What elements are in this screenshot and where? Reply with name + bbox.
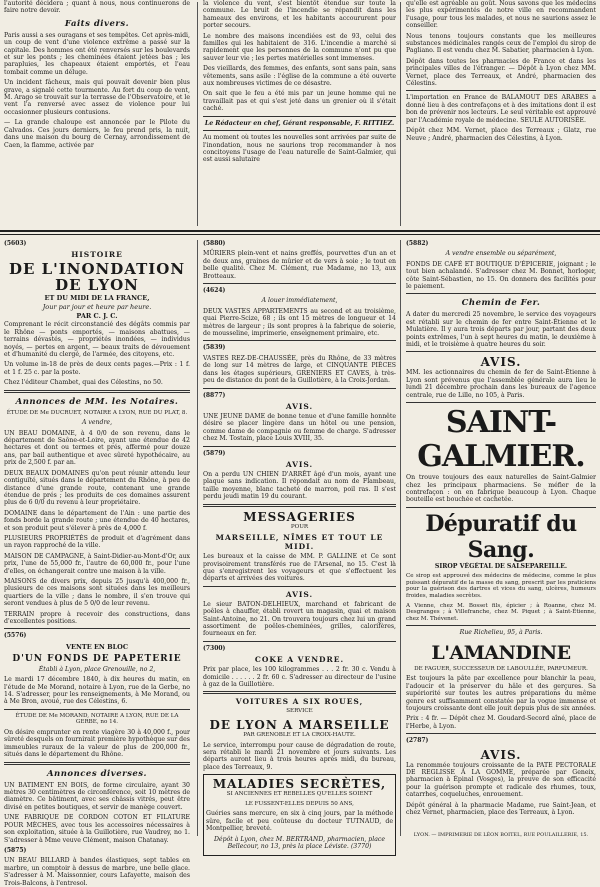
voitures-heading: VOITURES A SIX ROUES, [235, 697, 364, 707]
diverses-title: Annonces diverses. [46, 768, 148, 779]
ad-number: (7300) [203, 644, 226, 652]
article-paragraph: Des vieillards, des femmes, des enfants, sont sans pain, sans vêtements, sans asile : l'église de la commune a été ouverte aux nombreuses victimes de ce désastre. [203, 65, 396, 88]
top-column-1 [4, 0, 190, 227]
ad-text: A dater du mercredi 25 novembre, le service des voyageurs est rétabli sur le chemin de fer entre Saint-Étienne et le Mulatière. Il y aura trois départs par jour, partant des deux points extrêmes, l'un à sept heures du matin, le deuxième à midi, et le troisième à quatre heures du soir. [406, 311, 596, 349]
messageries-heading: MARSEILLE, NÎMES ET TOUT LE MIDI. [215, 533, 384, 552]
article-paragraph: L'importation en France de BALAMOUT DES ARABES a donné lieu à des contrefaçons et à des imitations dont il est bon de prévenir nos lecteurs. Le seul véritable est approuvé par l'Académie royale de médecine. SEULE AUTORISÉE. [406, 94, 596, 124]
divider [203, 504, 396, 507]
section-rule [0, 230, 600, 232]
voitures-title: DE LYON A MARSEILLE [209, 718, 390, 733]
depuratif-sub: SIROP VÉGÉTAL DE SALSEPAREILLE. [434, 562, 568, 570]
ad-heading: AVIS. [285, 459, 314, 469]
ad-heading: A louer immédiatement, [261, 297, 338, 305]
ads-column-2 [203, 240, 396, 851]
ad-author: PAR C. J. C. [76, 312, 118, 321]
a-vendre-label: A vendre, [81, 419, 113, 427]
ad-text: Dépôt général à la pharmacie Madame, rue Saint-Jean, et chez Vernet, pharmacien, place des Terreaux, à Lyon. [406, 801, 596, 816]
ad-subtitle: ET DU MIDI DE LA FRANCE, [44, 294, 150, 303]
divider [4, 709, 190, 710]
ad-heading: VENTE EN BLOC [65, 642, 129, 651]
ad-text: DOMAINE dans le département de l'Ain : une partie des fonds borde la grande route ; une étendue de 40 hectares, et son produit peut s'élever à près de 4,000 f. [4, 509, 190, 532]
divider [406, 90, 596, 91]
ad-text: Ce sirop est approuvé des médecins de médecine, comme le plus puissant dépuratif de la masse du sang, prescrit par les praticiens pour la guérison des dartres et vices du sang, ulcères, humeurs froides, maladies secrètes. [406, 573, 596, 599]
column-divider [197, 240, 198, 836]
ad-text: Est toujours la pâte par excellence pour blanchir la peau, l'adoucir et la préserver du hâle et des gerçures. Sa supériorité sur toutes les autres préparations du même genre est suffisamment constatée par la vogue immense et toujours croissante dont elle jouit depuis plus de six années. [406, 675, 596, 712]
article-paragraph: la violence du vent, s'est bientôt étendue sur toute la commune. Le bruit de l'incendie se répandit dans les hameaux des environs, et les habitants accoururent pour porter secours. [203, 0, 396, 30]
ad-text: On désire emprunter en rente viagère 30 à 40,000 f., pour sûreté desquels on fournirait première hypothèque sur des immeubles ruraux de la valeur de plus de 200,000 fr., situés dans le département du Rhône. [4, 729, 190, 759]
avis-title: AVIS. [480, 355, 522, 370]
ad-text: UN BEAU DOMAINE, à 4 0/0 de son revenu, dans le département de Saône-et-Loire, ayant une étendue de 42 hectares et dont ou termes et prés, affermé pour douze ans, par bail authentique et avec sûreté hypothécaire, au prix de 2,500 f. par an. [4, 429, 190, 467]
faits-divers-title: Faits divers. [64, 18, 130, 29]
divider [203, 116, 396, 117]
ad-text: Dépôt à Lyon, chez M. BERTRAND, pharmacien, place Bellecour, no 13, près la place Léviste. (3770) [213, 835, 386, 851]
top-column-2 [203, 0, 396, 227]
ad-subtitle: Jour par jour et heure par heure. [42, 303, 152, 312]
ad-number: (5879) [203, 449, 226, 457]
divider [406, 402, 596, 403]
divider [203, 130, 396, 131]
article-paragraph: Nous tenons toujours constants que les meilleures substances médicinales rangés ceux de l'emploi du sirop de Pagliano. Il est vendu chez M. Sabatier, pharmacien à Lyon. [406, 32, 596, 55]
divider [203, 340, 396, 341]
divider [406, 293, 596, 294]
amandine-title: L'AMANDINE [431, 641, 571, 664]
ad-subtitle: Établi à Lyon, place Grenouille, no 2, [38, 665, 156, 673]
top-column-3 [406, 0, 596, 227]
ad-number: (5880) [203, 240, 226, 247]
ad-text: DEUX BEAUX DOMAINES qu'on peut réunir attendu leur contiguïté, situés dans le département du Rhône, à peu de distance d'une grande route, contenant une grande étendue de prés ; les produits de ces domaines assurent plus de 6 0/0 du revenu à leur propriétaire. [4, 469, 190, 507]
etude-subtitle: ÉTUDE DE Me MORAND, NOTAIRE A LYON, RUE DE LA GERBE, no 14. [15, 712, 179, 726]
ad-text: A Vienne, chez M. Bosset fils, épicier ; à Roanne, chez M. Desgranges ; à Villefranche, chez M. Piquet ; à Saint-Étienne, chez M. Thévenet. [406, 602, 596, 622]
amandine-address: Rue Richelieu, 95, à Paris. [459, 629, 543, 637]
ad-heading: A vendre ensemble ou séparément, [445, 250, 557, 258]
divider [203, 586, 396, 587]
ad-heading: COKE A VENDRE. [254, 655, 345, 665]
article-paragraph: qu'elle est agréable au goût. Nous savons que les médecins les plus expérimentés de notre ville en recommandent l'usage, pour tous les malades, et nous ne saurions assez le conseiller. [406, 0, 596, 30]
article-paragraph: On sait que le feu a été mis par un jeune homme qui ne travaillait pas et qui s'est jeté dans un grenier où il s'était caché. [203, 90, 396, 113]
ad-text: VASTES REZ-DE-CHAUSSÉE, près du Rhône, de 33 mètres de long sur 14 mètres de large, et CINQUANTE PIÈCES dans les étages supérieurs, GRENIERS ET CAVES, à très-peu de distance du pont de la Guillotière, à la Croix-Jordan. [203, 354, 396, 385]
ad-text: La renommée toujours croissante de la PATE PECTORALE DE REGLISSE A LA GOMME, préparée par Geneix, pharmacien à Épinal (Vosges), la preuve de son efficacité pour la guérison prompte et radicale des rhumes, toux, catarrhes, coqueluches, enrouement. [406, 761, 596, 799]
article-paragraph: Dépôt dans toutes les pharmacies de France et dans les principales villes de l'étranger. — Dépôt à Lyon chez MM. Vernet, place des Terreaux, et André, pharmacien des Célestins. [406, 57, 596, 88]
divider [203, 388, 396, 389]
intro-text: l'autorité décidera ; quant à nous, nous continuerons de faire notre devoir. [4, 0, 190, 15]
ads-column-1 [4, 240, 191, 887]
ad-heading: D'UN FONDS DE PAPETERIE [12, 653, 182, 664]
ad-text: Le mardi 17 décembre 1840, à dix heures du matin, en l'étude de Me Morand, notaire à Lyon, rue de la Gerbe, no 14. S'adresser, pour les renseignements, à Me Morand, ou à Me Bron, avoué, rue des Célestins, 6. [4, 676, 190, 706]
divider [4, 762, 190, 765]
ad-text: UNE JEUNE DAME de bonne tenue et d'une famille honnête désire se placer lingère dans un hôtel ou une pension, comme dame de compagnie ou femme de charge. S'adresser chez M. Tostain, place Louis XVIII, 35. [203, 412, 396, 443]
faits-paragraph: Paris aussi a ses ouragans et ses tempêtes. Cet après-midi, un coup de vent d'une violence extrême a passé sur la capitale. Des hommes ont été renversés sur les boulevards et sur les ponts ; les cheminées étaient jetées bas ; les parapluies, les chapeaux étaient emportés, et l'eau tombait comme un déluge. [4, 31, 190, 76]
ad-number: (5875) [4, 846, 27, 854]
ad-text: DEUX VASTES APPARTEMENTS au second et au troisième, quai Pierre-Scize, 68 ; ils ont 15 mètres de longueur et 14 mètres de largeur ; ils sont propres à la fabrique de soierie, de mousseline, imprimerie, enseignement primaire, etc. [203, 307, 396, 338]
ad-number: (5603) [4, 240, 27, 247]
section-rule [0, 234, 600, 235]
ad-text: MÛRIERS plein-vent et nains greffés, pourvettes d'un an et de deux ans, graines de mûrier et de vers à soie ; le tout en belle qualité. Chez M. Clément, rue Madame, no 13, aux Brotteaux. [203, 250, 396, 280]
messageries-sub: POUR [290, 523, 309, 530]
ad-number: (5882) [406, 240, 429, 247]
ad-text: Guéries sans mercure, en six à cinq jours, par la méthode sûre, facile et peu coûteuse du docteur TUTNAUD, de Montpellier, breveté. [206, 810, 393, 833]
voitures-sub: PAR GRENOBLE ET LA CROIX-HAUTE. [243, 732, 356, 739]
ad-text: Le service, interrompu pour cause de dégradation de route, sera rétabli le mardi 21 novembre et jours suivants. Les départs auront lieu à trois heures après midi, du bureau, place des Terreaux, 9. [203, 741, 396, 771]
article-paragraph: Le nombre des maisons incendiées est de 93, celui des familles qui les habitaient de 316. L'incendie a marché si rapidement que les personnes de la commune n'ont pu que sauver leur vie ; les pertes matérielles sont immenses. [203, 32, 396, 62]
ad-heading: HISTOIRE [71, 250, 123, 260]
ad-text: UNE FABRIQUE DE CORDON COTON ET FILATURE POUR MÈCHES, avec tous les accessoires nécessaires à son exploitation, située à la Guillotière, rue Vaudrey, no 1. S'adresser à Mme veuve Clément, maison Chatanay. [4, 814, 190, 844]
column-divider [400, 240, 401, 836]
divider [203, 641, 396, 642]
voitures-sub: SERVICE [286, 708, 313, 715]
ad-text: Chez l'éditeur Chambet, quai des Célestins, no 50. [4, 379, 163, 387]
ad-text: Prix par place, les 100 kilogrammes . . . 2 fr. 30 c. Vendu à domicile . . . . . . 2 fr. 60 c. S'adresser au directeur de l'usine à gaz de la Guillotière. [203, 666, 396, 689]
messageries-title: MESSAGERIES [243, 509, 356, 524]
maladies-sub: SI ANCIENNES ET REBELLES QU'ELLES SOIENT [226, 791, 373, 798]
ad-heading: AVIS. [285, 401, 314, 411]
faits-paragraph: — La grande chaloupe est annoncée par le Pilote du Calvados. Ces jours derniers, le feu prend pris, la nuit, dans une maison du bourg de Cernay, arrondissement de Caen, la flamme, activée par [4, 119, 190, 149]
ad-text: TERRAIN propre à recevoir des constructions, dans d'excellentes positions. [4, 610, 190, 625]
ads-column-3 [406, 240, 596, 838]
divider [203, 283, 396, 284]
article-paragraph: Au moment où toutes les nouvelles sont arrivées par suite de l'inondation, nous ne saurions trop recommander à nos concitoyens l'usage de l'eau naturelle de Saint-Galmier, qui est aussi salutaire [203, 134, 396, 164]
ad-text: On trouve toujours des eaux naturelles de Saint-Galmier chez les principaux pharmaciens. Se méfier de la contrefaçon : on en fabrique beaucoup à Lyon. Chaque bouteille est bouchée et cachetée. [406, 474, 596, 504]
ad-text: Le sieur BATON-DELHIEUX, marchand et fabricant de poêles à chauffer, établi rovert un magasin, quai et maison Saint-Antoine, no 21. On trouvera toujours chez lui un grand assortiment de poêles-cheminées, grilles, calorifères, fourneaux en fer. [203, 600, 396, 638]
ad-text: Prix : 4 fr. — Dépôt chez M. Goudard-Secord aîné, place de l'Herbe, à Lyon. [406, 715, 596, 730]
maladies-title: MALADIES SECRÈTES, [212, 777, 387, 792]
maladies-sub: LE FUSSENT-ELLES DEPUIS 50 ANS, [245, 800, 354, 807]
depuratif-title: Dépuratif du Sang. [425, 510, 577, 563]
divider [4, 628, 190, 629]
ad-text: UN BEAU BILLARD à bandes élastiques, sept tables en marbre, un comptoir à dessus de marbre, une belle glace. S'adresser à M. Maissonnier, cours Lafayette, maison des Trois-Balcons, à l'entresol. [4, 857, 190, 887]
amandine-sub: DE FAGUER, SUCCESSEUR DE LABOULLÉE, PARFUMEUR. [414, 665, 588, 672]
avis-title: AVIS. [480, 747, 522, 762]
divider [203, 691, 396, 694]
ad-text: On a perdu UN CHIEN D'ARRÊT âgé d'un mois, ayant une plaque sans indication. Il répondait au nom de Flambeau, taille moyenne, blanc tacheté de marron, poil ras. Il s'est perdu jeudi matin 19 du courant. [203, 470, 396, 501]
divider [406, 507, 596, 508]
ad-text: FONDS DE CAFÉ ET BOUTIQUE D'ÉPICERIE, joignant ; le tout bien achalandé. S'adresser chez M. Bonnet, horloger, côte Saint-Sébastien, no 15. On donnera des facilités pour le paiement. [406, 260, 596, 291]
ad-text: Un volume in-18 de près de deux cents pages.—Prix : 1 f. et 1 f. 25 c. par la poste. [4, 361, 190, 376]
ad-text: MAISON DE CAMPAGNE, à Saint-Didier-au-Mont-d'Or, aux prix, l'une de 55,000 fr., l'autre de 60,000 fr., pour l'une d'elles, on échangerait contre une maison à la ville. [4, 552, 191, 575]
ad-heading: AVIS. [285, 589, 314, 599]
ad-text: MAISONS de divers prix, depuis 25 jusqu'à 400,000 fr., plusieurs de ces maisons sont situées dans les meilleurs quartiers de la ville ; dans le nombre, il s'en trouve qui seront vendues à plus de 5 0/0 de leur revenu. [4, 577, 190, 608]
ad-text: UN BATIMENT EN BOIS, de forme circulaire, ayant 30 mètres 30 centimètres de circonférence, soit 10 mètres de diamètre. Ce bâtiment, avec ses châssis vitrés, peut être divisé en petites boutiques, et servir de manège couvert. [4, 781, 190, 811]
ad-number: (5576) [4, 632, 27, 640]
ad-text: Comprenant le récit circonstancié des dégâts commis par le Rhône — ponts emportés, — maisons abattues, — terrains dévastés, — propriétés inondées, — individus noyés, — pertes en argent, — beaux traits de dévouement et d'humanité du clergé, de l'armée, des citoyens, etc. [4, 321, 190, 359]
divider [406, 733, 596, 734]
ad-number: (8877) [203, 391, 226, 399]
ad-number: (4624) [203, 287, 226, 295]
faits-paragraph: Un incident fâcheux, mais qui pouvait devenir bien plus grave, a signalé cette tourmente. Au fort du coup de vent, M. Arago se trouvait sur la terrasse de l'Observatoire, et le vent l'a renversé avec assez de violence pour lui occasionner plusieurs contusions. [4, 79, 190, 116]
maladies-box [203, 774, 396, 856]
ad-number: (2787) [406, 737, 429, 745]
column-divider [400, 2, 401, 226]
ad-text: Les bureaux et la caisse de MM. P. GALLINE et Ce sont provisoirement transférés rue de l'Arsenal, no 15. C'est là que s'enregistrent les voyageurs et que s'effectuent les départs et arrivées des voitures. [203, 553, 396, 583]
divider [406, 351, 596, 352]
printer-footer: LYON. — IMPRIMERIE DE LÉON BOITEL, RUE POULAILLERIE, 15. [413, 832, 589, 838]
ad-big-title: DE L'INONDATION DE LYON [8, 260, 186, 295]
article-paragraph: Dépôt chez MM. Vernet, place des Terreaux ; Glatz, rue Neuve ; André, pharmacien des Célestins, à Lyon. [406, 127, 596, 142]
editor-signature: Le Rédacteur en chef, Gérant responsable, F. RITTIEZ. [204, 119, 395, 127]
divider [4, 390, 190, 393]
saint-galmier-title: SAINT-GALMIER. [417, 405, 585, 475]
notaires-title: Annonces de MM. les Notaires. [15, 396, 179, 407]
divider [406, 625, 596, 626]
ad-text: PLUSIEURS PROPRIÉTÉS de produit et d'agrément dans un rayon rapproché de la ville. [4, 534, 190, 550]
divider [203, 446, 396, 447]
column-divider [197, 2, 198, 226]
ad-number: (5839) [203, 344, 226, 352]
ad-text: MM. les actionnaires du chemin de fer de Saint-Étienne à Lyon sont prévenus que l'assemblée générale aura lieu le lundi 21 décembre prochain dans les bureaux de l'agence centrale, rue de Lille, no 105, à Paris. [406, 369, 596, 399]
notaires-subtitle: ÉTUDE DE Me DUCRUET, NOTAIRE A LYON, RUE DU PLAT, 8. [6, 409, 188, 416]
chemin-de-fer-title: Chemin de Fer. [461, 298, 541, 309]
